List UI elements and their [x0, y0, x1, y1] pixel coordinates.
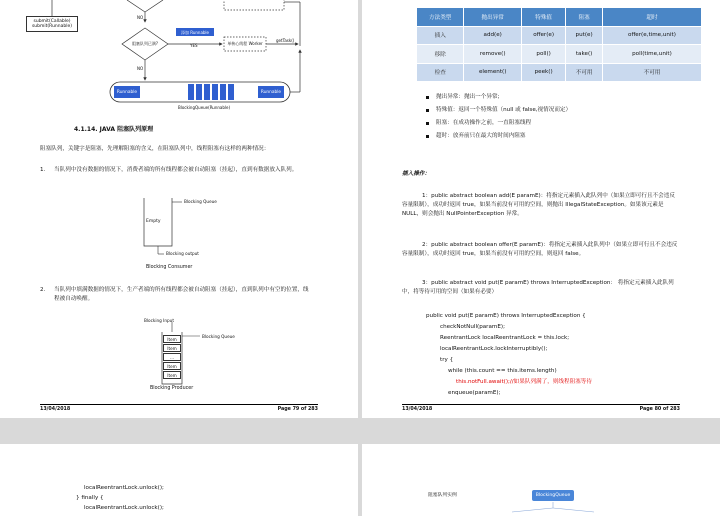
code-line: localReentrantLock.unlock();: [84, 505, 164, 511]
code-line: try {: [440, 357, 454, 363]
blocking-queue-example-label: 阻塞队列实例: [428, 493, 457, 498]
item1-text: 当队列中没有数据的情况下，消费者端的所有线程都会被自动阻塞（挂起），直到有数据放入队列。: [54, 167, 298, 173]
blocking-queue-box: BlockingQueue: [532, 490, 574, 501]
queue-slots: [188, 84, 234, 100]
producer-caption: Blocking Producer: [150, 386, 194, 391]
code-line-highlight: this.notFull.await();//如果队列满了，则线程阻塞等待: [456, 379, 592, 385]
document-page-81: [0, 444, 358, 516]
code-line: } finally {: [76, 495, 104, 501]
table-cell: 不可用: [566, 63, 603, 82]
empty-label: Empty: [146, 219, 161, 224]
code-line: localReentrantLock.unlock();: [84, 485, 164, 491]
table-cell: take(): [566, 45, 603, 64]
document-page-79: [0, 0, 358, 418]
code-line: localReentrantLock.lockInterruptibly();: [440, 346, 548, 352]
queue-slot: [188, 84, 194, 100]
footer-page-number: Page 79 of 283: [277, 407, 318, 412]
table-cell: 插入: [417, 26, 464, 45]
table-cell: offer(e,time,unit): [602, 26, 701, 45]
header-cell: 抛出异常: [464, 8, 522, 27]
code-line: checkNotNull(paramE);: [440, 324, 505, 330]
offer-method-paragraph: 2：public abstract boolean offer(E paramE)：将指定元素插入此队列中（如果立即可行且不会违反容量限制），成功时返回 true，如果当前没有可用的空间，则返回 false。: [402, 242, 678, 257]
stack-item: ...: [163, 353, 181, 361]
table-cell: poll(time,unit): [602, 45, 701, 64]
table-cell: remove(): [464, 45, 522, 64]
add-runnable-label: 添加 Runnable: [180, 30, 210, 35]
add-method-paragraph: 1：public abstract boolean add(E paramE)：将指定元素插入此队列中（如果立即可行且不会违反容量限制），成功时返回 true，如果当前没有可用的空间，则抛出 IllegalStateException。如果该元素是 NULL，则会抛出 NullPointerException 异常。: [402, 193, 675, 217]
bullet-dot: [426, 135, 429, 138]
footer-date: 13/04/2018: [40, 407, 71, 412]
table-cell: poll(): [522, 45, 566, 64]
worker-box-label: 单核心线程 Worker: [227, 41, 263, 46]
stack-item: Item: [163, 371, 181, 379]
insert-operations-heading: 插入操作：: [402, 171, 430, 177]
table-cell: 不可用: [602, 63, 701, 82]
header-cell: 特殊值: [522, 8, 566, 27]
blocking-queue-label: BlockingQueue(Runnable): [178, 105, 231, 110]
bullet-item: 阻塞：在成功操作之前，一直阻塞线程: [436, 120, 532, 126]
queue-full-decision-label: 阻塞队列已满?: [131, 41, 159, 46]
code-line: enqueue(paramE);: [448, 390, 501, 396]
stack-item: Item: [163, 335, 181, 343]
stack-item: Item: [163, 362, 181, 370]
header-cell: 阻塞: [566, 8, 603, 27]
item1-number: 1.: [40, 167, 46, 173]
table-cell: offer(e): [522, 26, 566, 45]
blocking-queue-methods-table: [416, 7, 702, 82]
item2-number: 2.: [40, 287, 46, 293]
bullet-item: 抛出异常：抛出一个异常;: [436, 94, 500, 100]
no-label-bottom: NO: [137, 66, 144, 71]
queue-slot: [204, 84, 210, 100]
table-row: [417, 26, 702, 45]
table-cell: put(e): [566, 26, 603, 45]
no-label-top: NO: [137, 15, 144, 20]
footer-date: 13/04/2018: [402, 407, 433, 412]
bullet-item: 特殊值：返回一个特殊值（null 或 false,视情况而定）: [436, 107, 572, 113]
table-cell: 检查: [417, 63, 464, 82]
bullet-dot: [426, 109, 429, 112]
blocking-producer-diagram: [140, 316, 260, 388]
header-cell: 超时: [602, 8, 701, 27]
document-page-82: [362, 444, 720, 516]
blocking-input-label: Blocking Input: [144, 318, 174, 323]
footer-divider: [40, 404, 318, 405]
code-line: ReentrantLock localReentrantLock = this.lock;: [440, 335, 570, 341]
submit-box: [26, 16, 78, 32]
header-cell: 方法类型: [417, 8, 464, 27]
consumer-queue-label: Blocking Queue: [184, 199, 217, 204]
producer-queue-label: Blocking Queue: [202, 334, 235, 339]
table-row: [417, 63, 702, 82]
footer-page-number: Page 80 of 283: [639, 407, 680, 412]
put-method-paragraph: 3：public abstract void put(E paramE) throws InterruptedException： 将指定元素插入此队列中，将等待可用的空间（如果有必要）: [402, 280, 674, 295]
intro-paragraph: 阻塞队列，关键字是阻塞，先理解阻塞的含义，在阻塞队列中，线程阻塞有这样的两种情况：: [40, 146, 270, 152]
blocking-output-label: Blocking output: [166, 251, 199, 256]
table-cell: 移除: [417, 45, 464, 64]
yes-label: YES: [190, 43, 198, 48]
queue-slot: [220, 84, 226, 100]
queue-slot: [228, 84, 234, 100]
submit-runnable-label: submit(Runnable): [31, 24, 73, 29]
bullet-dot: [426, 96, 429, 99]
table-cell: peek(): [522, 63, 566, 82]
bullet-dot: [426, 122, 429, 125]
submit-callable-label: submit(Callable): [33, 19, 71, 24]
code-line: public void put(E paramE) throws InterruptedException {: [426, 313, 586, 319]
table-cell: add(e): [464, 26, 522, 45]
code-line: while (this.count == this.items.length): [448, 368, 557, 374]
item2-text: 当队列中填满数据的情况下，生产者端的所有线程都会被自动阻塞（挂起），直到队列中有空的位置，线程被自动唤醒。: [54, 287, 309, 302]
queue-runnable-left: Runnable: [114, 86, 140, 98]
table-row: [417, 45, 702, 64]
bullet-item: 超时：放弃前只在最大的时间内阻塞: [436, 133, 526, 139]
queue-slot: [196, 84, 202, 100]
queue-slot: [212, 84, 218, 100]
footer-divider: [402, 404, 680, 405]
get-task-label: getTask(): [276, 38, 295, 43]
section-title: 4.1.14. JAVA 阻塞队列原理: [74, 126, 154, 133]
table-cell: element(): [464, 63, 522, 82]
consumer-caption: Blocking Consumer: [146, 265, 193, 270]
table-header-row: [417, 8, 702, 27]
queue-runnable-right: Runnable: [258, 86, 284, 98]
stack-item: Item: [163, 344, 181, 352]
connector-lines: [482, 502, 622, 516]
